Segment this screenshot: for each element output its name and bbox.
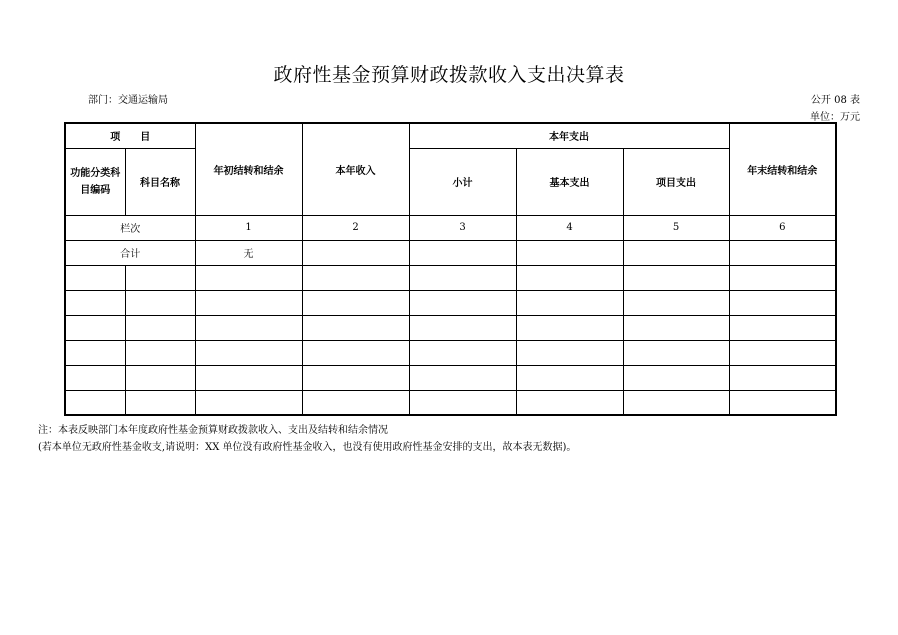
table-cell (65, 265, 125, 290)
table-cell (729, 240, 836, 265)
index-label: 栏次 (65, 215, 195, 240)
table-cell (125, 340, 195, 365)
table-cell (729, 315, 836, 340)
table-cell (516, 340, 623, 365)
index-cell: 3 (409, 215, 516, 240)
item-header: 项 目 (65, 123, 195, 148)
table-cell (409, 290, 516, 315)
basic-exp-header: 基本支出 (516, 148, 623, 215)
table-cell (195, 340, 302, 365)
index-cell: 2 (302, 215, 409, 240)
total-label: 合计 (65, 240, 195, 265)
index-row (65, 215, 836, 240)
table-row (65, 265, 836, 290)
table-cell (125, 390, 195, 415)
table-row (65, 340, 836, 365)
table-cell (623, 365, 729, 390)
table-cell (516, 290, 623, 315)
expenditure-header: 本年支出 (409, 123, 729, 148)
table-cell (65, 315, 125, 340)
settlement-table (64, 122, 837, 416)
begin-balance-header: 年初结转和结余 (195, 123, 302, 215)
index-cell: 4 (516, 215, 623, 240)
table-row (65, 290, 836, 315)
table-cell (302, 265, 409, 290)
table-cell (409, 390, 516, 415)
form-number: 公开 08 表 (810, 95, 860, 106)
table-row (65, 390, 836, 415)
table-cell (195, 265, 302, 290)
table-cell (516, 390, 623, 415)
index-cell: 6 (729, 215, 836, 240)
table-cell (65, 290, 125, 315)
table-cell (409, 315, 516, 340)
unit-label: 单位：万元 (810, 112, 860, 123)
table-cell (516, 365, 623, 390)
table-cell (195, 365, 302, 390)
table-row (65, 315, 836, 340)
subtotal-header: 小计 (409, 148, 516, 215)
func-class-header: 功能分类科目编码 (65, 148, 125, 215)
table-cell (623, 240, 729, 265)
total-begin-balance: 无 (195, 240, 302, 265)
department-label: 部门：交通运输局 (88, 95, 168, 106)
table-cell (302, 315, 409, 340)
table-cell (195, 290, 302, 315)
table-cell (65, 340, 125, 365)
table-cell (409, 265, 516, 290)
subject-name-header: 科目名称 (125, 148, 195, 215)
table-cell (302, 340, 409, 365)
table-cell (125, 315, 195, 340)
income-header: 本年收入 (302, 123, 409, 215)
table-cell (195, 315, 302, 340)
header-row-2 (65, 148, 836, 215)
table-cell (302, 290, 409, 315)
header-row-1 (65, 123, 836, 148)
table-cell (65, 390, 125, 415)
table-cell (125, 290, 195, 315)
table-cell (623, 315, 729, 340)
table-cell (623, 340, 729, 365)
table-cell (516, 265, 623, 290)
table-cell (409, 240, 516, 265)
table-cell (302, 390, 409, 415)
table-row (65, 365, 836, 390)
page-title: 政府性基金预算财政拨款收入支出决算表 (273, 64, 625, 86)
total-row (65, 240, 836, 265)
table-cell (623, 390, 729, 415)
table-cell (302, 365, 409, 390)
note-line-2: (若本单位无政府性基金收支,请说明：XX 单位没有政府性基金收入，也没有使用政府性基金安排的支出，故本表无数据)。 (38, 442, 577, 453)
table-cell (729, 340, 836, 365)
table-cell (65, 365, 125, 390)
table-cell (195, 390, 302, 415)
table-cell (729, 265, 836, 290)
table-cell (409, 365, 516, 390)
note-line-1: 注：本表反映部门本年度政府性基金预算财政拨款收入、支出及结转和结余情况 (38, 425, 388, 436)
project-exp-header: 项目支出 (623, 148, 729, 215)
table-cell (729, 365, 836, 390)
table-cell (729, 390, 836, 415)
table-cell (623, 265, 729, 290)
end-balance-header: 年末结转和结余 (729, 123, 836, 215)
table-cell (516, 240, 623, 265)
index-cell: 1 (195, 215, 302, 240)
table-cell (125, 365, 195, 390)
table-cell (729, 290, 836, 315)
table-cell (302, 240, 409, 265)
table-cell (623, 290, 729, 315)
table-cell (125, 265, 195, 290)
index-cell: 5 (623, 215, 729, 240)
table-cell (409, 340, 516, 365)
table-cell (516, 315, 623, 340)
